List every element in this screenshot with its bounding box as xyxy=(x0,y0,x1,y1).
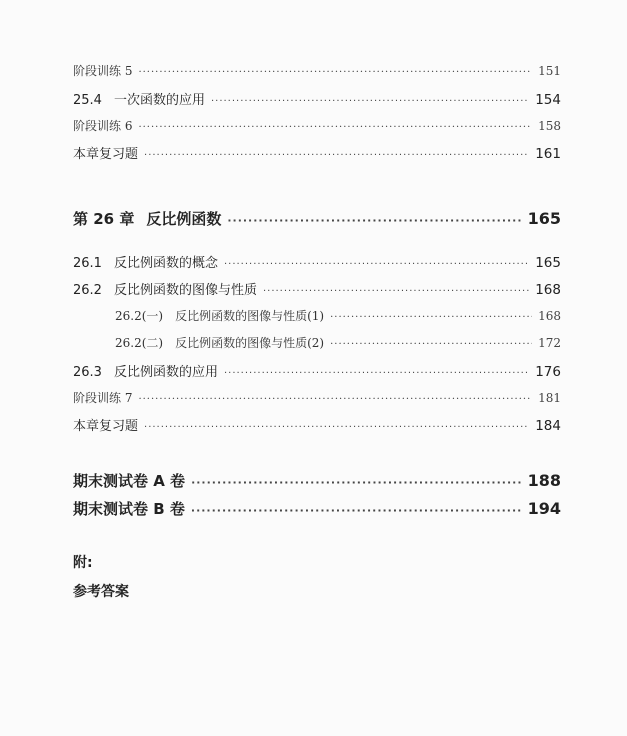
toc-page-number: 184 xyxy=(535,418,561,434)
toc-label xyxy=(73,279,257,298)
section-title: 反比例函数的图像与性质 xyxy=(113,283,257,298)
toc-page-number: 194 xyxy=(527,499,561,518)
toc-leader xyxy=(211,96,529,107)
toc-row-chapter-review-25[interactable] xyxy=(73,143,561,162)
toc-row-stage-training-7[interactable] xyxy=(73,389,561,406)
subsection-title: 反比例函数的图像与性质(1) xyxy=(175,309,325,323)
toc-label xyxy=(73,252,218,271)
toc-label: 阶段训练 5 xyxy=(73,64,133,78)
toc-leader xyxy=(144,422,529,433)
toc-leader xyxy=(144,150,529,161)
toc-leader xyxy=(330,339,532,350)
toc-page-number: 165 xyxy=(527,209,561,228)
toc-page-number: 168 xyxy=(535,282,561,298)
toc-page-number: 168 xyxy=(538,309,561,323)
toc-row-stage-training-6[interactable] xyxy=(73,117,561,134)
section-title: 一次函数的应用 xyxy=(113,93,205,108)
toc-row-exam-a[interactable] xyxy=(73,470,561,491)
chapter-number: 第 26 章 xyxy=(73,210,135,228)
section-number: 25.4 xyxy=(73,93,102,108)
toc-row-26-3[interactable] xyxy=(73,361,561,380)
toc-leader xyxy=(191,476,522,489)
toc-row-chapter-review-26[interactable] xyxy=(73,415,561,434)
toc-row-26-2-2[interactable] xyxy=(115,334,561,351)
chapter-title: 反比例函数 xyxy=(146,210,222,228)
section-number: 26.1 xyxy=(73,256,102,271)
toc-row-exam-b[interactable] xyxy=(73,498,561,519)
toc-row-26-1[interactable] xyxy=(73,252,561,271)
section-title: 反比例函数的概念 xyxy=(113,256,218,271)
toc-leader xyxy=(191,504,522,517)
toc-label: 期末测试卷 B 卷 xyxy=(73,500,185,518)
toc-label xyxy=(73,361,218,380)
subsection-title: 反比例函数的图像与性质(2) xyxy=(175,336,325,350)
toc-page-number: 181 xyxy=(538,391,561,405)
toc-leader xyxy=(263,286,529,297)
toc-label: 阶段训练 7 xyxy=(73,391,133,405)
toc-label: 本章复习题 xyxy=(73,147,139,162)
toc-leader xyxy=(138,67,532,78)
toc-row-25-4[interactable] xyxy=(73,89,561,108)
toc-label xyxy=(73,89,205,108)
section-number: 26.3 xyxy=(73,365,102,380)
toc-leader xyxy=(330,312,532,323)
appendix-heading: 附: xyxy=(73,555,93,571)
toc-page-number: 176 xyxy=(535,364,561,380)
toc-row-chapter-26[interactable] xyxy=(73,208,561,229)
toc-row-26-2[interactable] xyxy=(73,279,561,298)
toc-page-number: 151 xyxy=(538,64,561,78)
toc-leader xyxy=(227,214,521,227)
toc-label: 期末测试卷 A 卷 xyxy=(73,472,186,490)
toc-label xyxy=(115,334,324,351)
appendix-item-answers[interactable]: 参考答案 xyxy=(73,584,129,600)
subsection-number: 26.2(一) xyxy=(115,309,164,323)
toc-page-number: 161 xyxy=(535,146,561,162)
toc-leader xyxy=(224,259,529,270)
toc-leader xyxy=(138,122,532,133)
toc-page-number: 188 xyxy=(527,471,561,490)
toc-leader xyxy=(224,368,529,379)
toc-page-number: 165 xyxy=(535,255,561,271)
toc-page-number: 154 xyxy=(535,92,561,108)
toc-page-number: 172 xyxy=(538,336,561,350)
subsection-number: 26.2(二) xyxy=(115,336,164,350)
toc-leader xyxy=(138,394,532,405)
toc-row-stage-training-5[interactable] xyxy=(73,62,561,79)
toc-label: 阶段训练 6 xyxy=(73,119,133,133)
section-title: 反比例函数的应用 xyxy=(113,365,218,380)
toc-page-number: 158 xyxy=(538,119,561,133)
toc-row-26-2-1[interactable] xyxy=(115,307,561,324)
toc-label xyxy=(115,307,324,324)
toc-label: 本章复习题 xyxy=(73,419,139,434)
section-number: 26.2 xyxy=(73,283,102,298)
chapter-heading xyxy=(73,208,221,229)
